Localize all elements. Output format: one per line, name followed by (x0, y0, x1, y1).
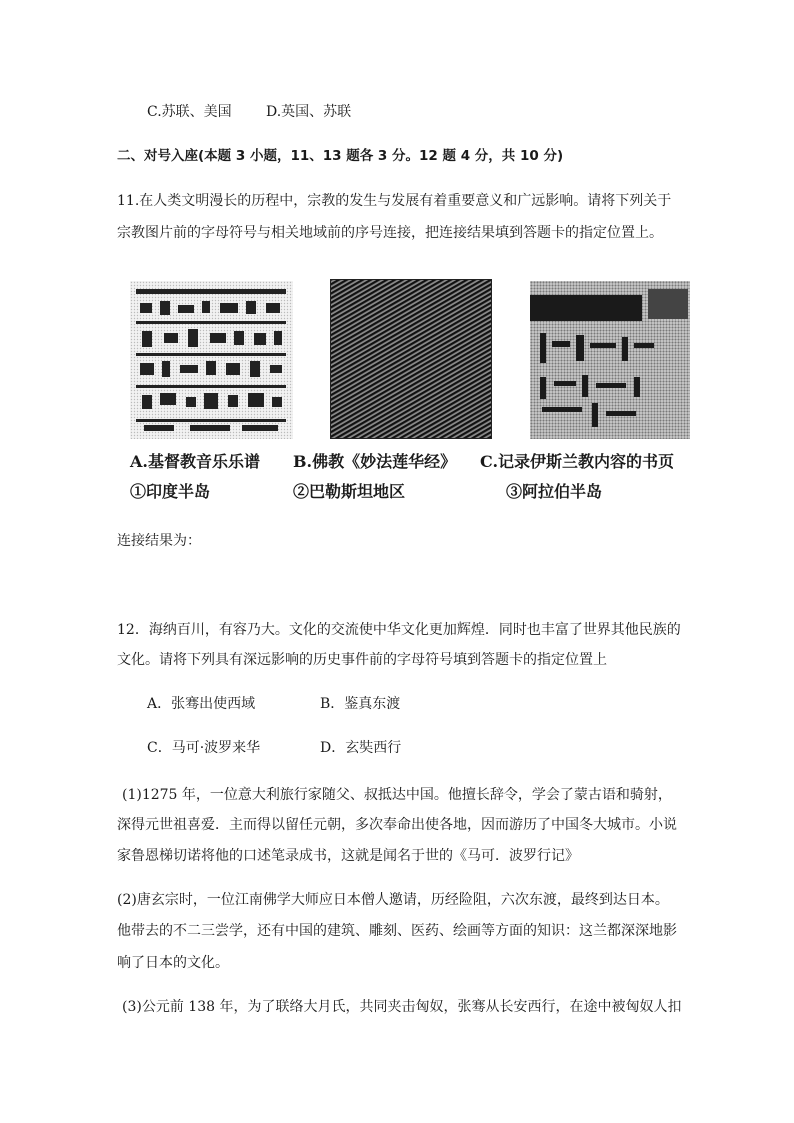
caption-b: B.佛教《妙法莲华经》 (293, 452, 457, 471)
q12-p1-line-3: 家鲁恩梯切诺将他的口述笔录成书，这就是闻名于世的《马可．波罗行记》 (117, 848, 579, 864)
q12-option-c: C．马可·波罗来华 (147, 740, 261, 756)
section-title: 二、对号入座(本题 3 小题，11、13 题各 3 分。12 题 4 分，共 10 分) (117, 148, 564, 164)
q11-result-label: 连接结果为： (117, 533, 201, 549)
caption-c: C.记录伊斯兰教内容的书页 (480, 452, 675, 471)
music-score-image (130, 281, 293, 439)
option-c-top: C.苏联、美国 (147, 104, 232, 120)
region-2: ②巴勒斯坦地区 (293, 482, 406, 501)
region-3: ③阿拉伯半岛 (506, 482, 603, 501)
q12-option-a: A．张骞出使西域 (147, 696, 256, 712)
q11-line-1: 11.在人类文明漫长的历程中，宗教的发生与发展有着重要意义和广远影响。请将下列关于 (117, 193, 672, 209)
q12-p2-line-2: 他带去的不二三尝学，还有中国的建筑、雕刻、医药、绘画等方面的知识：这兰都深深地影 (117, 923, 677, 939)
option-d-top: D.英国、苏联 (266, 104, 352, 120)
region-1: ①印度半岛 (130, 482, 211, 501)
q12-option-b: B．鉴真东渡 (320, 696, 401, 712)
islamic-book-page-image (530, 281, 690, 439)
q12-option-d: D．玄奘西行 (320, 740, 402, 756)
q11-line-2: 宗教图片前的字母符号与相关地域前的序号连接，把连接结果填到答题卡的指定位置上。 (117, 225, 663, 241)
q12-p1-line-1: (1)1275 年，一位意大利旅行家随父、叔抵达中国。他擅长辞令，学会了蒙古语和骑射， (122, 787, 672, 803)
q12-p1-line-2: 深得元世祖喜爱．主而得以留任元朝，多次奉命出使各地，因而游历了中国冬大城市。小说 (117, 817, 677, 833)
q12-p2-line-1: (2)唐玄宗时，一位江南佛学大师应日本僧人邀请，历经险阻，六次东渡，最终到达日本。 (117, 892, 669, 908)
lotus-sutra-image (330, 279, 492, 439)
q12-line-1: 12．海纳百川，有容乃大。文化的交流使中华文化更加辉煌．同时也丰富了世界其他民族的 (117, 622, 681, 638)
q12-p2-line-3: 响了日本的文化。 (117, 955, 229, 971)
caption-a: A.基督教音乐乐谱 (130, 452, 260, 471)
q12-p3-line-1: (3)公元前 138 年，为了联络大月氏，共同夹击匈奴，张骞从长安西行，在途中被匈奴人扣 (122, 999, 682, 1015)
q12-line-2: 文化。请将下列具有深远影响的历史事件前的字母符号填到答题卡的指定位置上 (117, 652, 607, 668)
